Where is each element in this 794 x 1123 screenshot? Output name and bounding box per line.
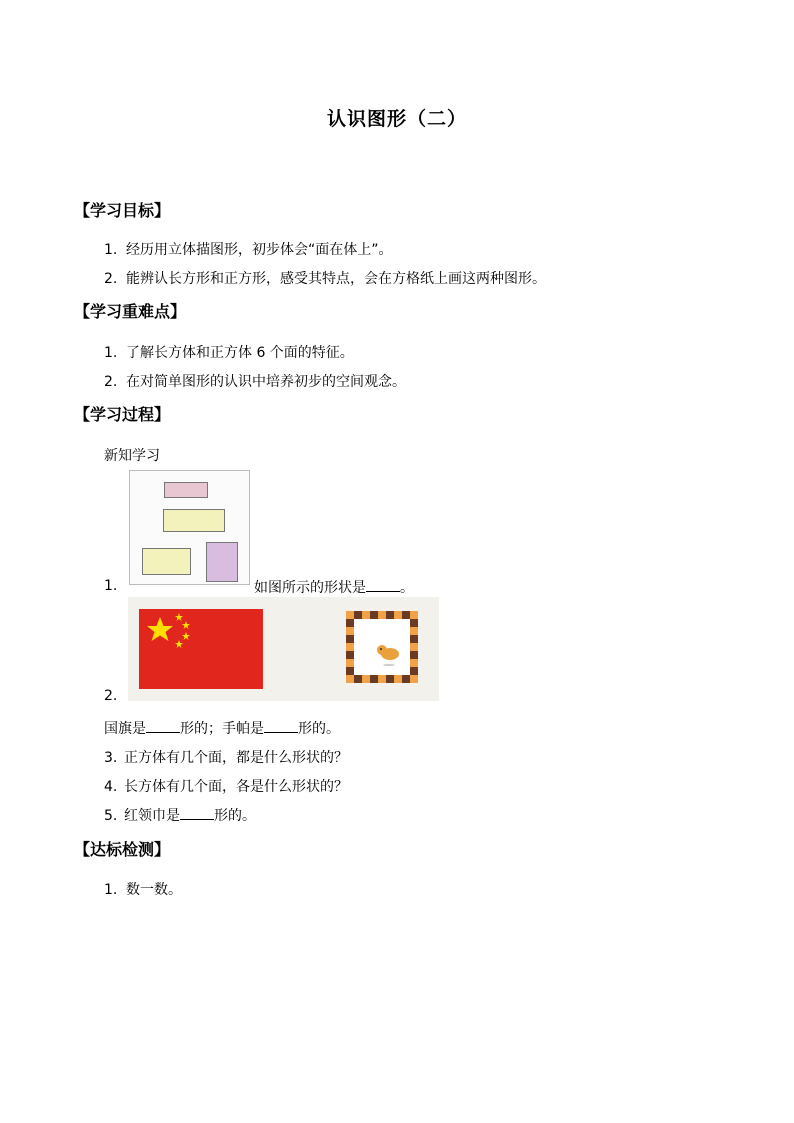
question-2-text bbox=[104, 718, 340, 738]
purple-rectangle bbox=[206, 542, 238, 582]
question-2-number: 2. bbox=[104, 688, 118, 704]
item-text: 正方体有几个面，都是什么形状的？ bbox=[124, 750, 348, 766]
answer-blank bbox=[264, 720, 298, 733]
question-4 bbox=[104, 776, 348, 796]
section-heading-goals: 【学习目标】 bbox=[74, 201, 171, 220]
question-5 bbox=[104, 805, 256, 825]
answer-blank bbox=[366, 579, 400, 592]
check-item-1 bbox=[104, 879, 182, 899]
q2-part-2: 形的；手帕是 bbox=[180, 721, 264, 737]
goal-item-1 bbox=[104, 239, 393, 259]
item-number: 4. bbox=[104, 779, 118, 795]
item-text: 了解长方体和正方体 6 个面的特征。 bbox=[126, 345, 354, 361]
q5-prompt: 红领巾是 bbox=[124, 808, 180, 824]
item-text: 长方体有几个面，各是什么形状的？ bbox=[124, 779, 348, 795]
question-3 bbox=[104, 747, 348, 767]
keypoint-item-2 bbox=[104, 371, 406, 391]
national-flag-image bbox=[139, 609, 263, 689]
question-1-number: 1. bbox=[104, 578, 118, 594]
yellow-rectangle-2 bbox=[142, 548, 191, 575]
item-number: 3. bbox=[104, 750, 118, 766]
rectangles-figure bbox=[129, 470, 250, 585]
section-heading-keypoints: 【学习重难点】 bbox=[74, 302, 187, 321]
keypoint-item-1 bbox=[104, 342, 354, 362]
flag-handkerchief-figure bbox=[128, 597, 439, 701]
page-title: 认识图形（二） bbox=[326, 108, 467, 130]
question-1-end: 。 bbox=[400, 580, 414, 596]
q5-end: 形的。 bbox=[214, 808, 256, 824]
item-number: 1. bbox=[104, 345, 118, 361]
answer-blank bbox=[146, 720, 180, 733]
item-number: 2. bbox=[104, 271, 118, 287]
puppy-icon bbox=[354, 619, 410, 675]
item-number: 2. bbox=[104, 374, 118, 390]
section-heading-process: 【学习过程】 bbox=[74, 405, 171, 424]
q2-part-1: 国旗是 bbox=[104, 721, 146, 737]
item-text: 数一数。 bbox=[126, 882, 182, 898]
item-number: 1. bbox=[104, 242, 118, 258]
question-1-text bbox=[254, 577, 414, 597]
pink-rectangle bbox=[164, 482, 208, 498]
item-text: 在对简单图形的认识中培养初步的空间观念。 bbox=[126, 374, 406, 390]
item-text: 经历用立体描图形，初步体会“面在体上”。 bbox=[126, 242, 393, 258]
question-1-prompt: 如图所示的形状是 bbox=[254, 580, 366, 596]
item-number: 5. bbox=[104, 808, 118, 824]
answer-blank bbox=[180, 807, 214, 820]
yellow-rectangle bbox=[163, 509, 225, 532]
q2-part-3: 形的。 bbox=[298, 721, 340, 737]
subheading-new-knowledge: 新知学习 bbox=[104, 448, 160, 464]
section-heading-check: 【达标检测】 bbox=[74, 840, 171, 859]
item-number: 1. bbox=[104, 882, 118, 898]
item-text: 能辨认长方形和正方形，感受其特点，会在方格纸上画这两种图形。 bbox=[126, 271, 546, 287]
goal-item-2 bbox=[104, 268, 546, 288]
flag-stars-icon bbox=[139, 609, 263, 689]
handkerchief-image bbox=[346, 611, 418, 683]
